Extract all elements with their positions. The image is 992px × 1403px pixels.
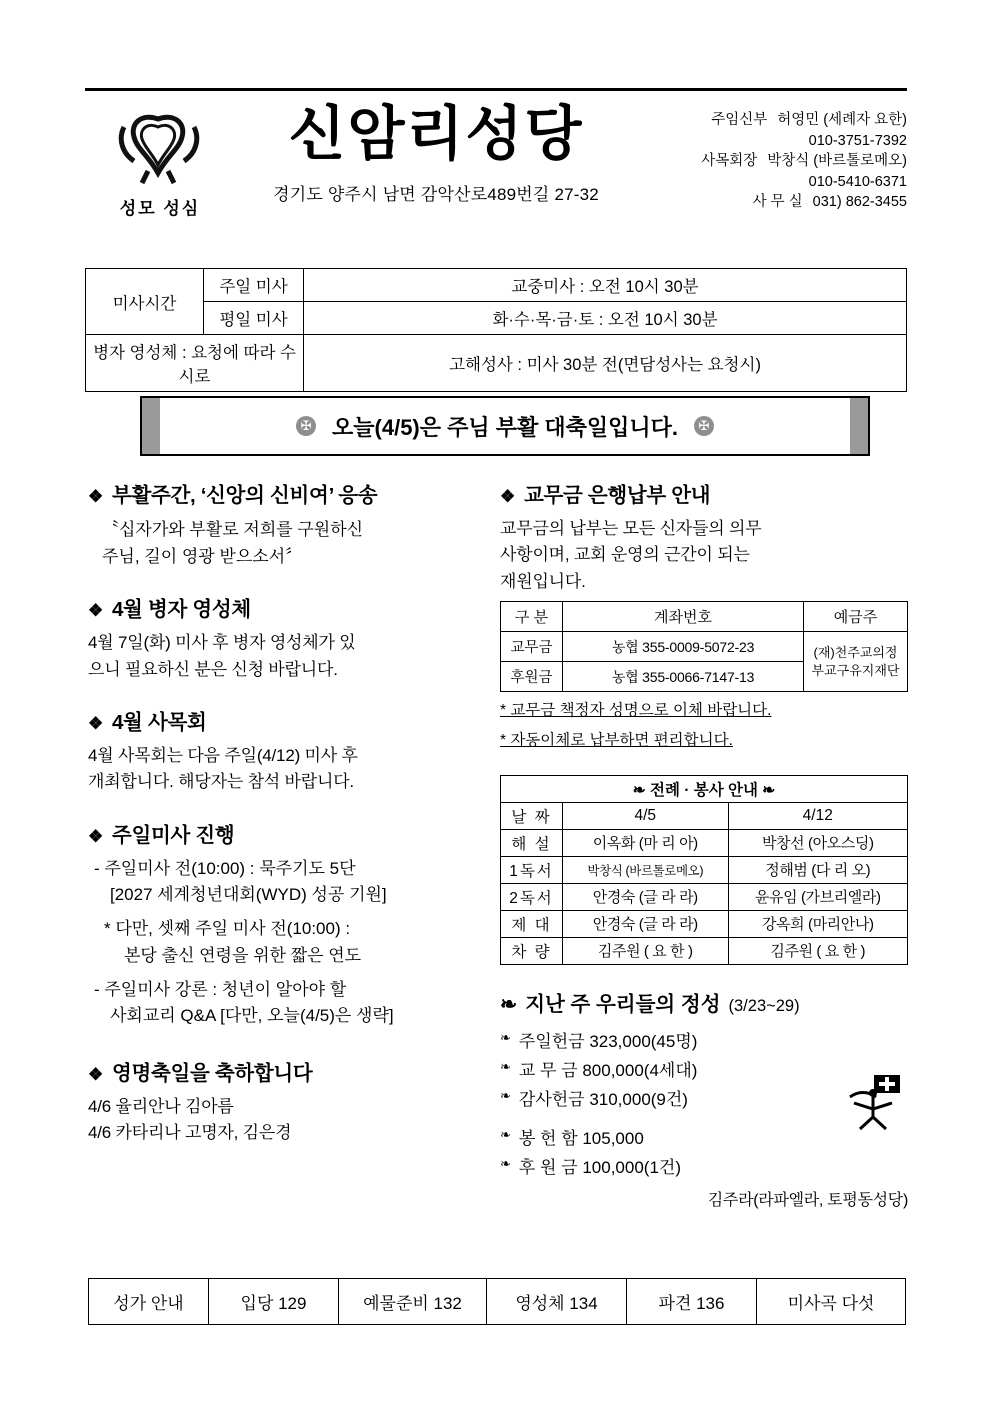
banner-content xyxy=(160,398,850,454)
section-title: 주일미사 진행 xyxy=(111,823,235,847)
liturgy-r0-c0: 이옥화 (마 리 아) xyxy=(563,829,729,856)
cross-icon: ✠ xyxy=(694,416,714,436)
church-name: 신암리성당 xyxy=(288,101,584,167)
offering-item-1: 교 무 금 800,000(4세대) xyxy=(518,1060,698,1080)
section-name-day xyxy=(88,1056,498,1147)
bank-desc-0: 교무금의 납부는 모든 신자들의 의무 xyxy=(500,519,762,538)
responsory-line-1: 〝십자가와 부활로 저희를 구원하신 xyxy=(102,520,364,539)
sick-communion-cell: 병자 영성체 : 요청에 따라 수시로 xyxy=(86,335,304,392)
bank-account-0: 농협 355-0009-5072-23 xyxy=(563,632,804,662)
bank-holder xyxy=(804,632,908,692)
list-item xyxy=(500,1153,908,1182)
section-offering-summary xyxy=(500,987,908,1210)
cross-icon: ✠ xyxy=(296,416,316,436)
contact-value-1: 010-3751-7392 xyxy=(808,132,907,149)
liturgy-r3-c1: 강옥희 (마리안나) xyxy=(728,910,907,937)
church-address: 경기도 양주시 남면 감악산로489번길 27-32 xyxy=(273,184,599,204)
mass-schedule-table xyxy=(85,268,907,392)
header-top-rule xyxy=(85,88,907,91)
bank-holder-line-1: (재)천주교의정 xyxy=(813,644,898,660)
leaf-bullet-icon: ❧ xyxy=(500,1058,511,1074)
offering-footer: 김주라(라파엘라, 토평동성당) xyxy=(707,1191,908,1209)
diamond-bullet-icon: ❖ xyxy=(88,714,103,734)
bank-desc-1: 사항이며, 교회 운영의 근간이 되는 xyxy=(500,545,750,565)
butterfly-icon: ❧ xyxy=(762,781,776,799)
bank-header-2: 예금주 xyxy=(804,602,908,632)
liturgy-r4-c0: 김주원 ( 요 한 ) xyxy=(563,937,729,964)
diamond-bullet-icon: ❖ xyxy=(88,1064,103,1084)
program-line-4: - 주일미사 강론 : 청년이 알아야 할 xyxy=(94,980,347,1000)
bank-note-0: * 교무금 책정자 성명으로 이체 바랍니다. xyxy=(500,702,772,720)
table-row xyxy=(86,335,907,392)
weekday-mass-value: 화·수·목·금·토 : 오전 10시 30분 xyxy=(304,302,907,335)
liturgy-r1-c0: 박창식 (바르톨로메오) xyxy=(563,856,729,883)
program-line-2: * 다만, 셋째 주일 미사 전(10:00) : xyxy=(104,919,351,939)
liturgy-r2-c0: 안경숙 (글 라 라) xyxy=(563,883,729,910)
contact-label-4: 사 무 실 xyxy=(752,194,803,211)
bank-header-0: 구 분 xyxy=(501,602,563,632)
section-title: 영명축일을 축하합니다 xyxy=(111,1061,313,1085)
table-row xyxy=(86,302,907,335)
table-row xyxy=(501,856,908,883)
council-line-2: 개최합니다. 해당자는 참석 바랍니다. xyxy=(88,772,354,792)
offering-item-3: 봉 헌 함 105,000 xyxy=(518,1129,644,1149)
liturgy-duty-table xyxy=(500,775,908,965)
section-sunday-program xyxy=(88,818,498,1030)
contact-label-2: 사목회장 xyxy=(701,153,758,170)
bank-kind-0: 교무금 xyxy=(501,632,563,662)
hymn-cell-4: 파견 136 xyxy=(627,1279,757,1325)
feast-line-0: 4/6 율리안나 김아름 xyxy=(88,1096,234,1116)
table-row xyxy=(501,775,908,802)
responsory-line-2: 주님, 길이 영광 받으소서〞 xyxy=(102,547,303,567)
contact-value-4: 031) 862-3455 xyxy=(812,194,907,211)
offering-title: 지난 주 우리들의 정성 xyxy=(525,992,721,1016)
liturgy-date-label: 날 짜 xyxy=(501,802,563,829)
program-line-5: 사회교리 Q&A [다만, 오늘(4/5)은 생략] xyxy=(110,1006,394,1026)
table-row xyxy=(501,602,908,632)
hymn-cell-0: 성가 안내 xyxy=(89,1279,209,1325)
leaf-bullet-icon: ❧ xyxy=(500,1127,511,1143)
table-row xyxy=(89,1279,906,1325)
section-title: 4월 병자 영성체 xyxy=(111,598,251,622)
leaf-bullet-icon: ❧ xyxy=(500,1029,511,1045)
liturgy-r1-c1: 정해범 (다 리 오) xyxy=(728,856,907,883)
banner-right-bar xyxy=(850,398,868,454)
section-sick-communion xyxy=(88,592,498,683)
liturgy-role-3: 제 대 xyxy=(501,910,563,937)
butterfly-icon: ❧ xyxy=(500,992,518,1016)
bank-holder-line-2: 부교구유지재단 xyxy=(811,662,900,678)
left-column xyxy=(88,478,498,1169)
diamond-bullet-icon: ❖ xyxy=(88,601,103,621)
sunday-mass-value: 교중미사 : 오전 10시 30분 xyxy=(304,269,907,302)
section-title: 교무금 은행납부 안내 xyxy=(523,484,711,507)
hymn-cell-3: 영성체 134 xyxy=(487,1279,627,1325)
banner-text: 오늘(4/5)은 주님 부활 대축일입니다. xyxy=(332,414,678,440)
offering-item-2: 감사헌금 310,000(9건) xyxy=(518,1090,688,1109)
confession-cell: 고해성사 : 미사 30분 전(면담성사는 요청시) xyxy=(304,335,907,392)
contact-value-3: 010-5410-6371 xyxy=(808,173,907,190)
table-row xyxy=(501,883,908,910)
section-bank-offering xyxy=(500,478,908,753)
hymn-cell-5: 미사곡 다섯 xyxy=(757,1279,906,1325)
bank-desc-2: 재원입니다. xyxy=(500,571,586,591)
sacred-heart-icon xyxy=(85,110,235,188)
logo-caption: 성모 성심 xyxy=(119,199,201,218)
bank-note-1: * 자동이체로 납부하면 편리합니다. xyxy=(500,732,733,750)
liturgy-role-4: 차 량 xyxy=(501,937,563,964)
program-line-3: 본당 출신 연령을 위한 짧은 연도 xyxy=(124,945,362,965)
leaf-bullet-icon: ❧ xyxy=(500,1156,511,1172)
butterfly-icon: ❧ xyxy=(632,781,646,799)
offering-item-0: 주일헌금 323,000(45명) xyxy=(518,1031,698,1051)
leaf-bullet-icon: ❧ xyxy=(500,1088,511,1103)
easter-banner xyxy=(140,396,870,456)
contact-block xyxy=(637,96,907,213)
hymn-cell-1: 입당 129 xyxy=(209,1279,339,1325)
caritas-emblem-icon xyxy=(842,1071,904,1133)
liturgy-title-text: 전례 · 봉사 안내 xyxy=(650,781,758,799)
contact-label-0: 주임신부 xyxy=(711,112,768,128)
hymn-cell-2: 예물준비 132 xyxy=(339,1279,487,1325)
program-line-1: [2027 세계청년대회(WYD) 성공 기원] xyxy=(110,885,387,905)
title-block xyxy=(235,96,637,205)
bank-header-1: 계좌번호 xyxy=(563,602,804,632)
table-row xyxy=(501,802,908,829)
sunday-mass-label: 주일 미사 xyxy=(204,269,304,302)
table-row xyxy=(501,632,908,662)
liturgy-r3-c0: 안경숙 (글 라 라) xyxy=(563,910,729,937)
liturgy-r0-c1: 박창선 (아오스딩) xyxy=(728,829,907,856)
table-row xyxy=(501,829,908,856)
section-responsory xyxy=(88,478,498,570)
liturgy-role-1: 1독서 xyxy=(501,856,563,883)
liturgy-r2-c1: 윤유임 (가브리엘라) xyxy=(728,883,907,910)
list-item xyxy=(500,1027,908,1056)
section-pastoral-council xyxy=(88,705,498,796)
offering-period: (3/23~29) xyxy=(728,996,800,1015)
mass-time-label: 미사시간 xyxy=(86,269,204,335)
liturgy-date-0: 4/5 xyxy=(563,802,729,829)
offering-title-row xyxy=(500,987,908,1017)
hymn-table xyxy=(88,1278,906,1325)
council-line-1: 4월 사목회는 다음 주일(4/12) 미사 후 xyxy=(88,746,358,766)
program-line-0: - 주일미사 전(10:00) : 묵주기도 5단 xyxy=(94,858,356,878)
contact-value-2: 박창식 (바르톨로메오) xyxy=(767,153,907,170)
diamond-bullet-icon: ❖ xyxy=(88,487,103,506)
offering-item-4: 후 원 금 100,000(1건) xyxy=(518,1158,681,1178)
diamond-bullet-icon: ❖ xyxy=(500,487,515,506)
liturgy-role-2: 2독서 xyxy=(501,883,563,910)
table-row xyxy=(501,910,908,937)
liturgy-date-1: 4/12 xyxy=(728,802,907,829)
feast-line-1: 4/6 카타리나 고명자, 김은경 xyxy=(88,1123,292,1143)
bank-account-table xyxy=(500,601,908,692)
sick-line-1: 4월 7일(화) 미사 후 병자 영성체가 있 xyxy=(88,633,356,653)
table-row xyxy=(501,937,908,964)
bulletin-header xyxy=(85,96,907,246)
parish-logo xyxy=(85,96,235,219)
right-column xyxy=(500,478,908,1210)
banner-left-bar xyxy=(142,398,160,454)
liturgy-table-title xyxy=(501,775,908,802)
weekday-mass-label: 평일 미사 xyxy=(204,302,304,335)
table-row xyxy=(86,269,907,302)
responsory-text xyxy=(88,516,498,570)
section-title: 부활주간, ‘신앙의 신비여’ 응송 xyxy=(111,484,378,507)
bank-kind-1: 후원금 xyxy=(501,662,563,692)
section-title: 4월 사목회 xyxy=(111,711,207,735)
contact-value-0: 허영민 (세례자 요한) xyxy=(777,112,907,128)
liturgy-role-0: 해 설 xyxy=(501,829,563,856)
liturgy-r4-c1: 김주원 ( 요 한 ) xyxy=(728,937,907,964)
sick-line-2: 으니 필요하신 분은 신청 바랍니다. xyxy=(88,659,338,679)
bank-account-1: 농협 355-0066-7147-13 xyxy=(563,662,804,692)
diamond-bullet-icon: ❖ xyxy=(88,826,103,846)
